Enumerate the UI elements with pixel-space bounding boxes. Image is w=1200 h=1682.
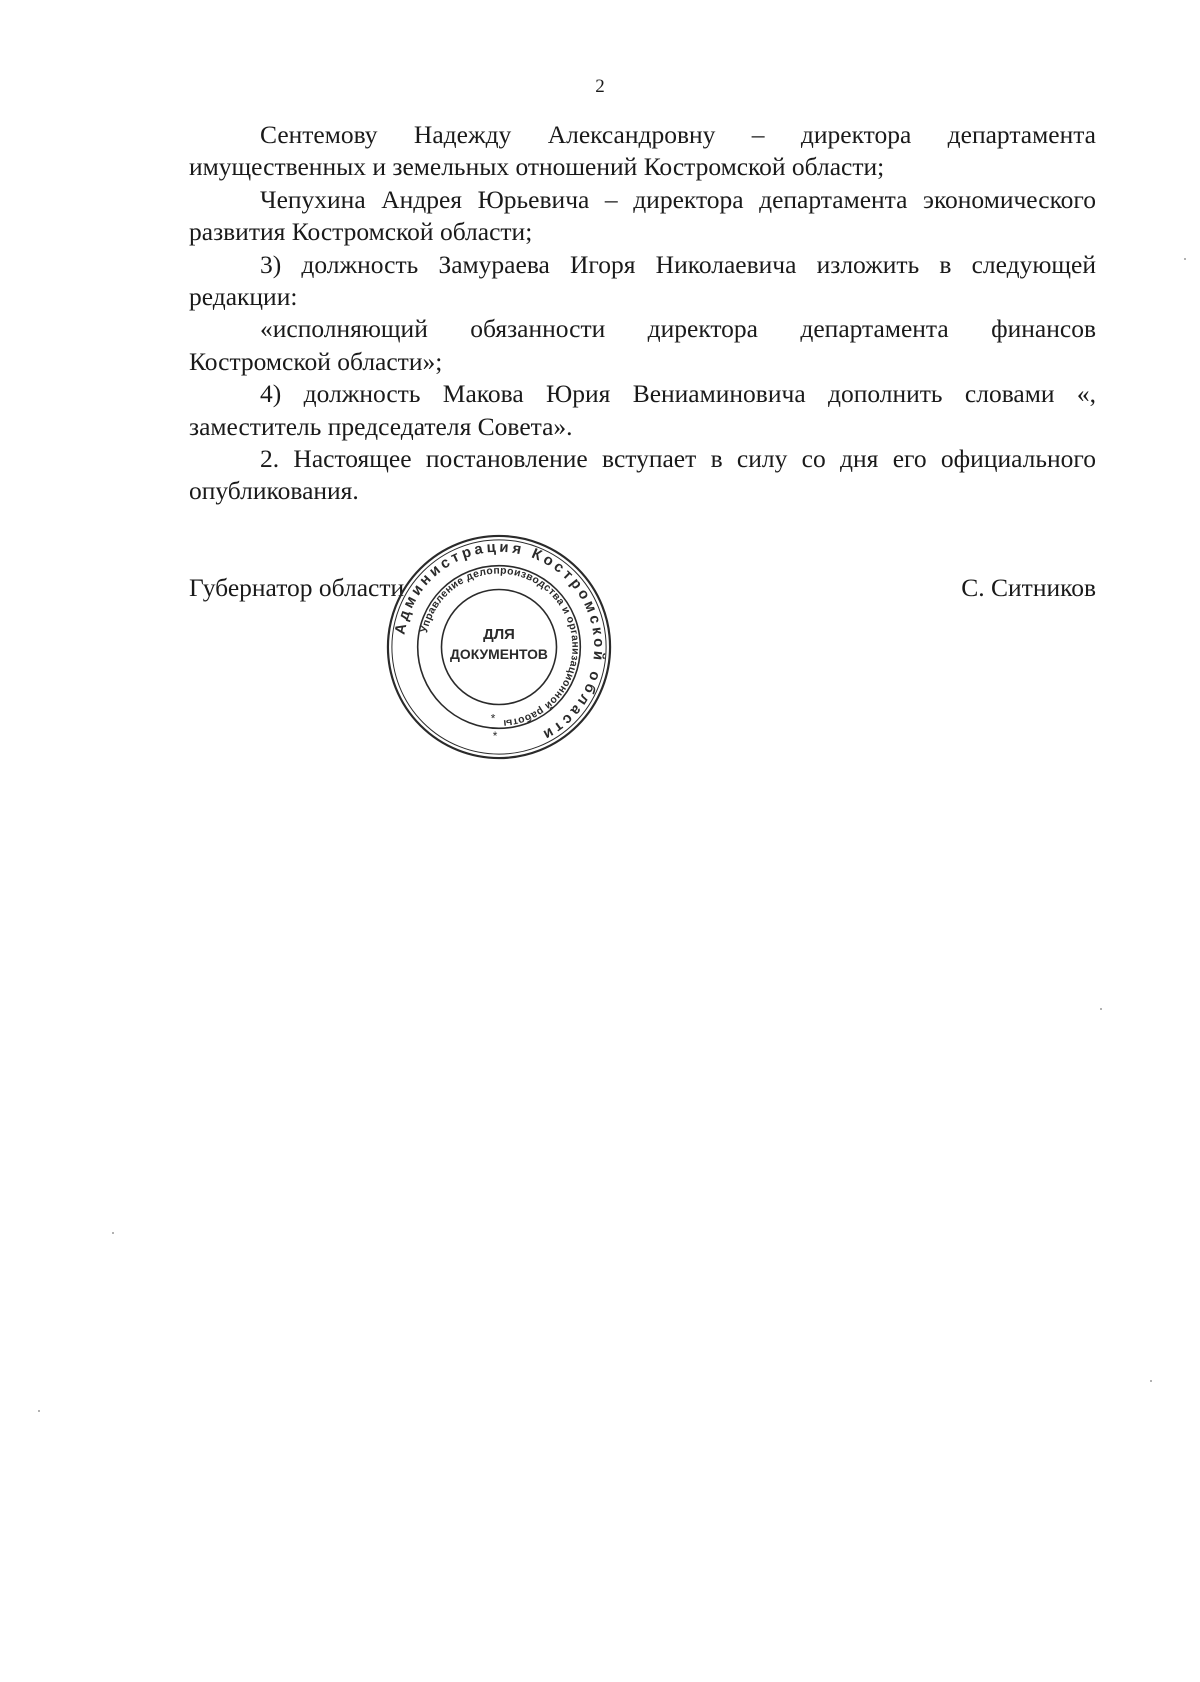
stamp-star-icon: * — [492, 729, 498, 744]
signatory-title: Губернатор области — [189, 573, 405, 602]
scan-speck — [1100, 1008, 1102, 1010]
stamp-inner-text: Управление делопроизводства и организационной работы — [419, 565, 581, 729]
scan-speck — [112, 1232, 114, 1234]
paragraph: 3) должность Замураева Игоря Николаевича изложить в следующей редакции: — [189, 249, 1096, 312]
signatory-name: С. Ситников — [961, 573, 1096, 602]
stamp-seal-graphic — [380, 528, 618, 766]
paragraph: Сентемову Надежду Александровну – директора департамента имущественных и земельных отношений Костромской области; — [189, 120, 1096, 182]
scan-speck — [1184, 258, 1186, 260]
stamp-center-line1: ДЛЯ — [483, 627, 515, 644]
scan-speck — [38, 1410, 40, 1412]
paragraph: Чепухина Андрея Юрьевича – директора департамента экономического развития Костромской области; — [189, 184, 1096, 247]
stamp-outer-text: Администрация Костромской области — [392, 539, 607, 744]
scan-speck — [1150, 1380, 1152, 1382]
paragraph: 2. Настоящее постановление вступает в силу со дня его официального опубликования. — [189, 444, 1096, 506]
paragraph: 4) должность Макова Юрия Вениаминовича дополнить словами «, заместитель председателя Совета». — [189, 379, 1096, 441]
paragraph: «исполняющий обязанности директора департамента финансов Костромской области»; — [189, 314, 1096, 376]
stamp-center-line2: ДОКУМЕНТОВ — [450, 645, 548, 662]
document-body — [189, 119, 1096, 508]
signature-block — [189, 573, 1096, 609]
page-number: 2 — [595, 76, 605, 97]
official-stamp — [380, 528, 618, 766]
stamp-star-icon: * — [490, 711, 496, 726]
